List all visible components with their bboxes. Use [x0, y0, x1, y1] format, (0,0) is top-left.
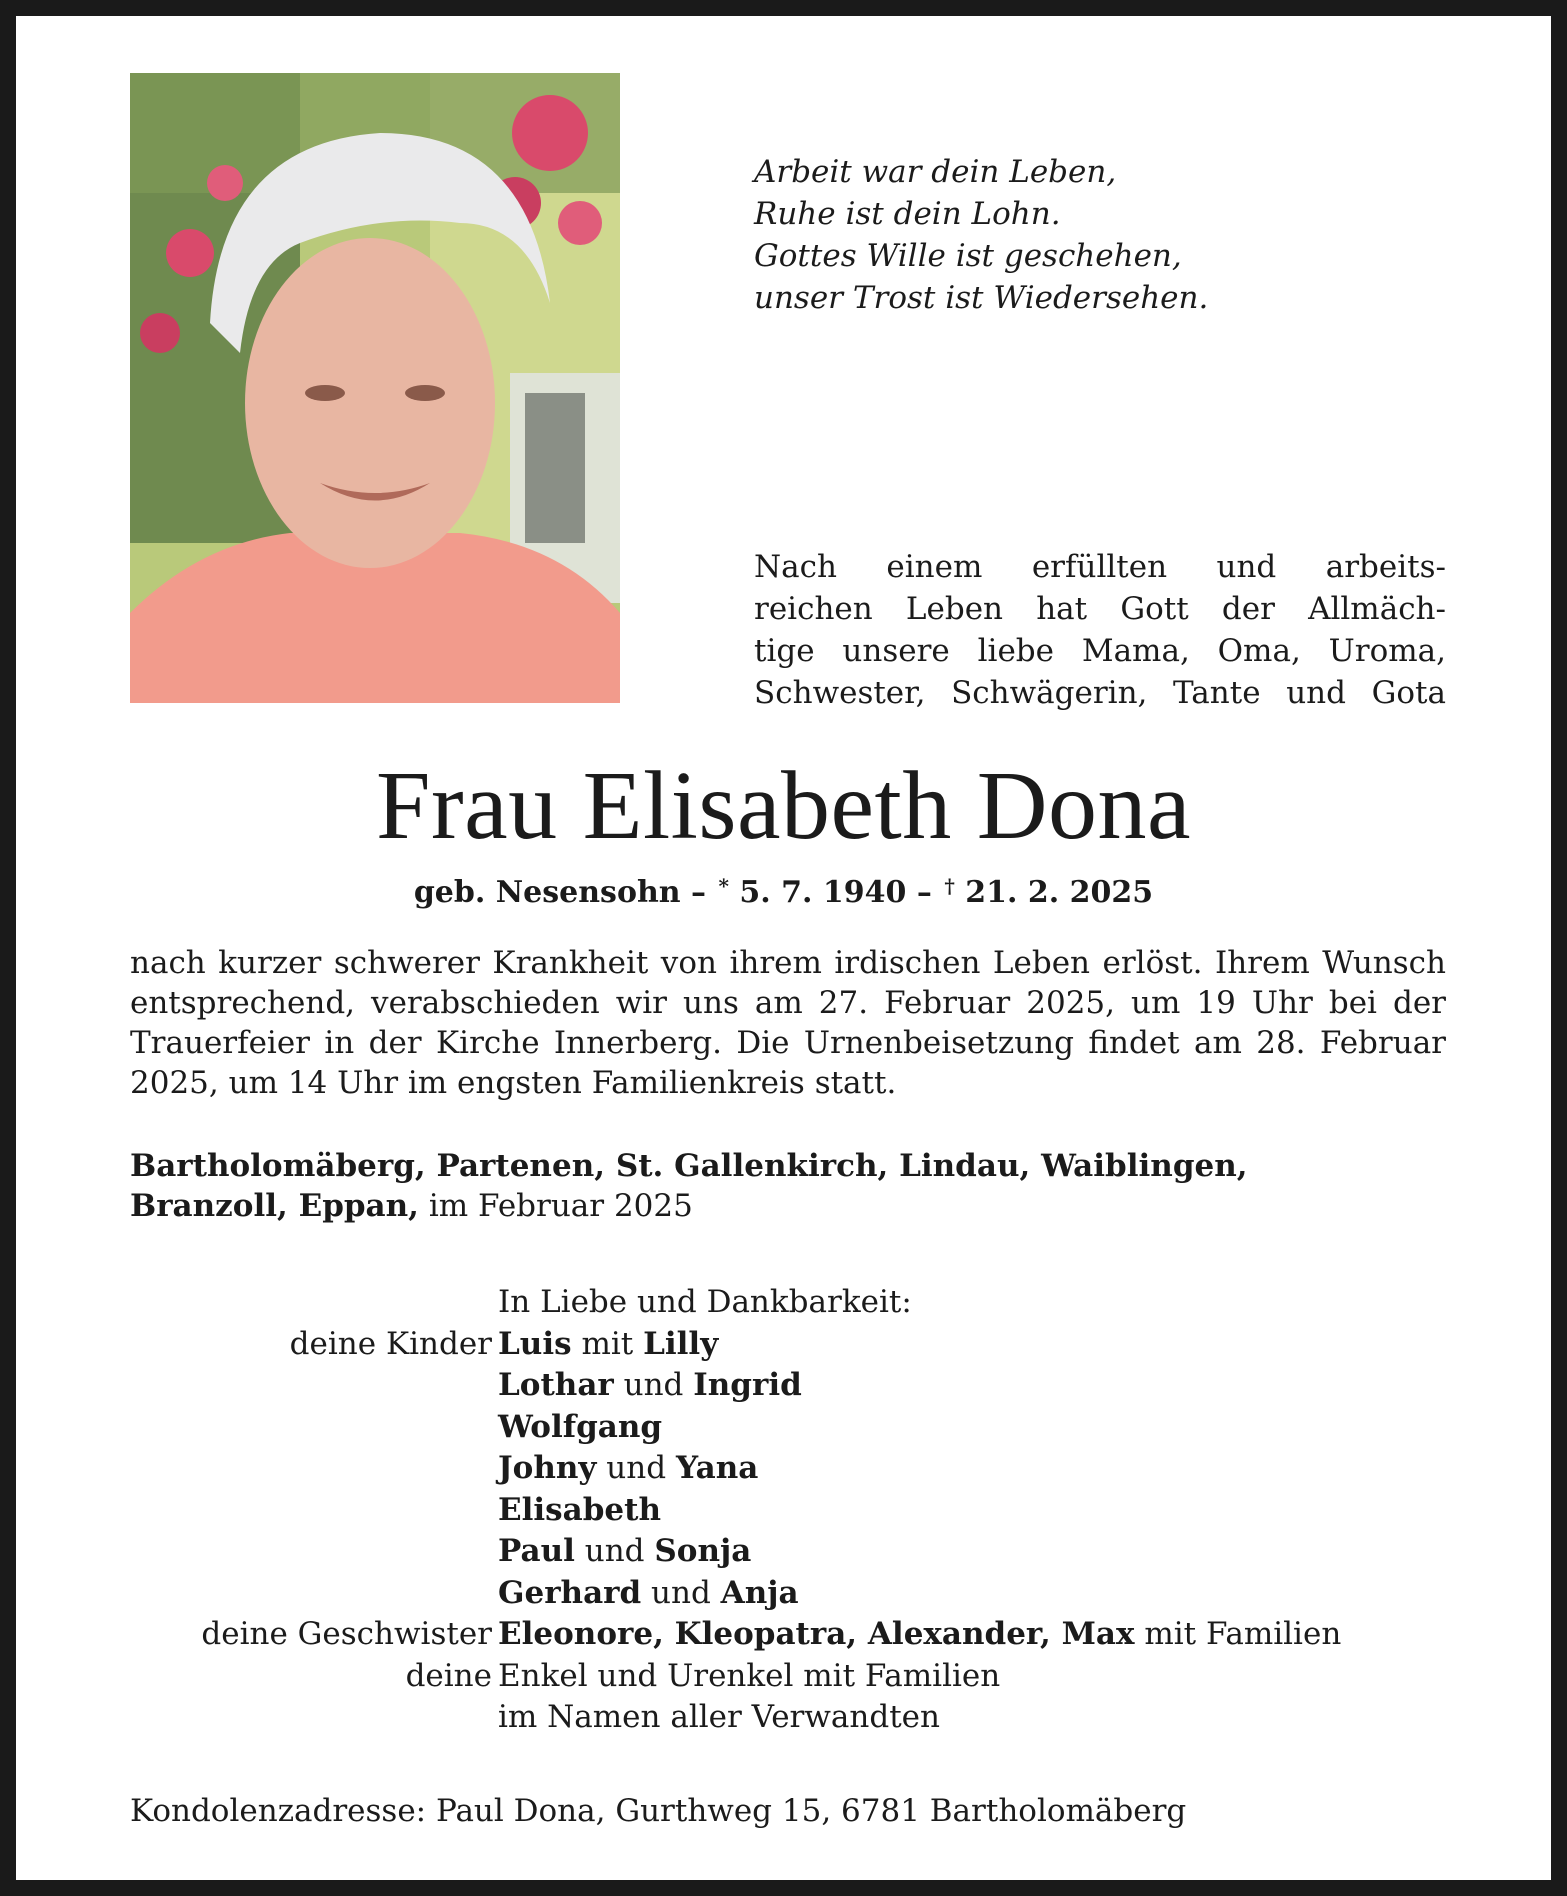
child-row — [130, 1573, 1460, 1615]
signers-block — [130, 1282, 1460, 1739]
maiden-name: geb. Nesensohn – — [413, 875, 707, 910]
intro-paragraph — [754, 546, 1446, 714]
child-name: Luis — [498, 1325, 572, 1362]
life-dates — [16, 866, 1551, 913]
poem — [754, 151, 1208, 319]
children-label: deine Kinder — [289, 1325, 492, 1362]
portrait-photo — [130, 73, 620, 703]
grandchildren-label: deine — [405, 1657, 492, 1694]
child-join: und — [584, 1533, 645, 1569]
deceased-name: Frau Elisabeth Dona — [375, 752, 1192, 860]
child-join: und — [606, 1450, 667, 1486]
condolence-address: Kondolenzadresse: Paul Dona, Gurthweg 15, 6781 Bartholomäberg — [130, 1793, 1187, 1829]
siblings-names: Eleonore, Kleopatra, Alexander, Max — [498, 1616, 1135, 1652]
partner-name: Ingrid — [693, 1367, 802, 1403]
partner-name: Yana — [675, 1450, 759, 1486]
partner-name: Anja — [720, 1574, 799, 1611]
intro-line: tige unsere liebe Mama, Oma, Uroma, — [754, 633, 1446, 669]
intro-line: reichen Leben hat Gott der Allmäch- — [754, 591, 1446, 627]
death-date: 21. 2. 2025 — [965, 875, 1154, 910]
poem-line: Ruhe ist dein Lohn. — [754, 196, 1061, 232]
portrait-illustration — [130, 73, 620, 703]
intro-line: Nach einem erfüllten und arbeits- — [754, 549, 1446, 585]
child-name: Johny — [498, 1450, 597, 1486]
child-row — [130, 1324, 1460, 1366]
obituary-card — [16, 16, 1551, 1880]
child-row — [130, 1365, 1460, 1407]
announcement-text: nach kurzer schwerer Krankheit von ihrem irdischen Leben erlöst. Ihrem Wunsch entsprechend, verabschieden wir uns am 27. Februar 2025, um 19 Uhr bei der Trauerfeier in der Kirche Innerberg. Die Urnenbeisetzung findet am 28. Februar 2025, um 14 Uhr im engsten Familienkreis statt. — [130, 945, 1446, 1101]
poem-line: Arbeit war dein Leben, — [754, 154, 1117, 190]
signers-heading-row — [130, 1282, 1460, 1324]
places-line — [130, 1146, 1450, 1226]
signers-heading: In Liebe und Dankbarkeit: — [498, 1284, 912, 1320]
child-join: mit — [581, 1325, 634, 1362]
child-join: und — [651, 1574, 711, 1611]
places-bold-2: Branzoll, Eppan, — [130, 1188, 419, 1224]
child-join: und — [623, 1367, 684, 1403]
child-row — [130, 1448, 1460, 1490]
relatives-row — [130, 1697, 1460, 1739]
partner-name: Lilly — [643, 1325, 719, 1362]
child-row — [130, 1531, 1460, 1573]
siblings-suffix: mit Familien — [1144, 1616, 1342, 1652]
siblings-label: deine Geschwister — [201, 1616, 492, 1652]
child-name: Lothar — [498, 1367, 614, 1403]
partner-name: Sonja — [654, 1533, 752, 1569]
children-list — [130, 1324, 1460, 1615]
places-bold: Bartholomäberg, Partenen, St. Gallenkirch, Lindau, Waiblingen, — [130, 1148, 1248, 1184]
grandchildren-row — [130, 1656, 1460, 1698]
death-symbol: † — [944, 874, 955, 898]
child-row — [130, 1407, 1460, 1449]
places-date: im Februar 2025 — [428, 1188, 693, 1224]
grandchildren-text: Enkel und Urenkel mit Familien — [498, 1657, 1001, 1694]
child-name: Elisabeth — [498, 1491, 661, 1528]
birth-date: 5. 7. 1940 – — [739, 875, 932, 910]
intro-line: Schwester, Schwägerin, Tante und Gota — [754, 675, 1446, 711]
child-name: Gerhard — [498, 1574, 642, 1611]
child-row — [130, 1490, 1460, 1532]
child-name: Wolfgang — [498, 1408, 663, 1445]
birth-symbol: * — [718, 874, 729, 898]
child-name: Paul — [498, 1533, 575, 1569]
poem-line: unser Trost ist Wiedersehen. — [754, 280, 1209, 316]
relatives-text: im Namen aller Verwandten — [498, 1699, 940, 1735]
poem-line: Gottes Wille ist geschehen, — [754, 238, 1182, 274]
siblings-row — [130, 1614, 1460, 1656]
